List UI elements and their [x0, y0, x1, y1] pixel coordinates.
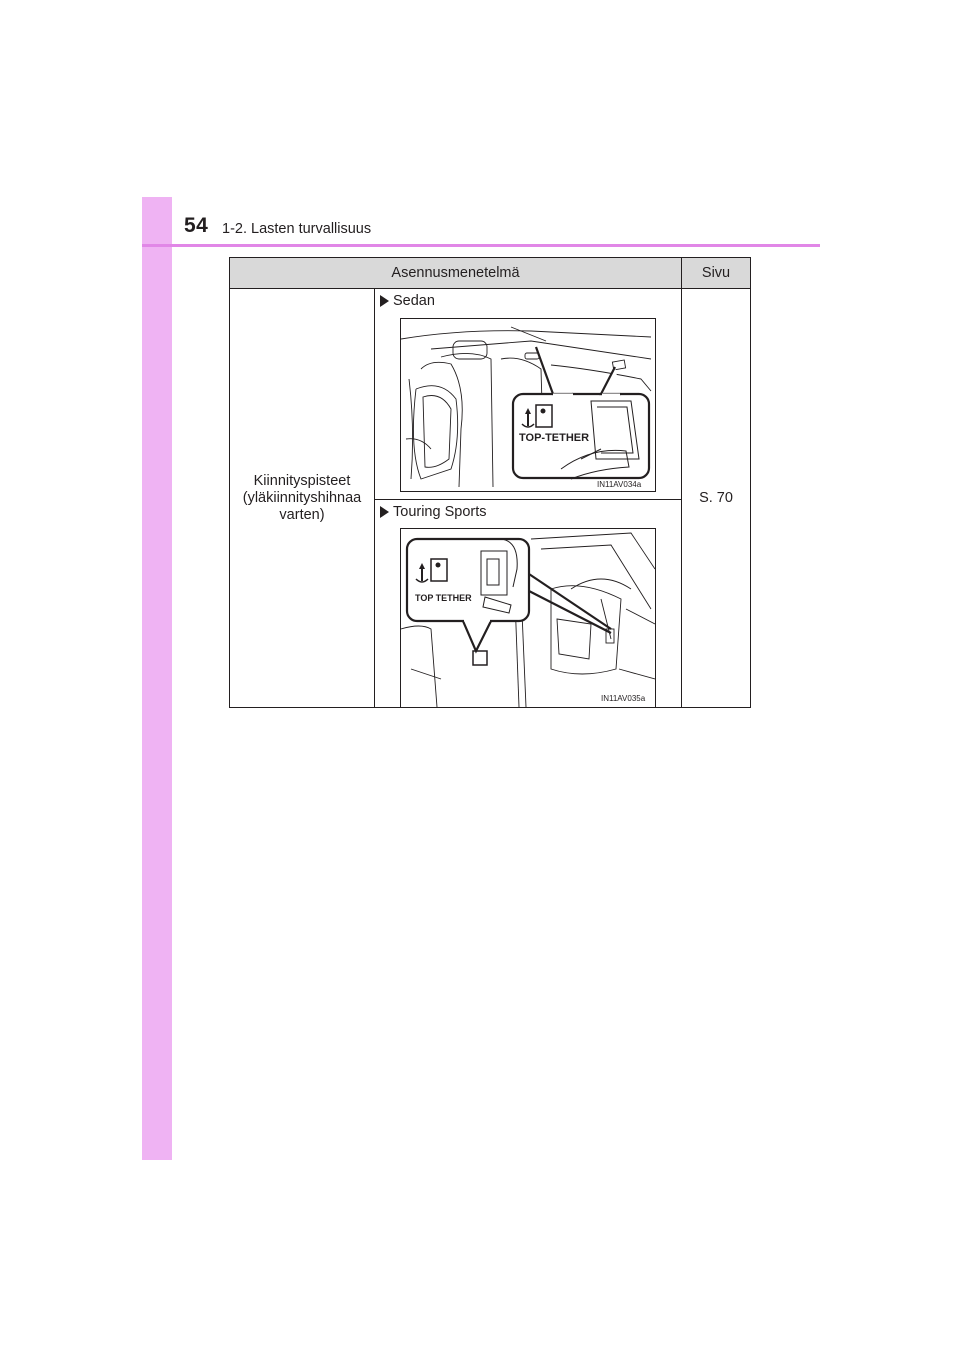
- touring-figure-code: IN11AV035a: [601, 694, 646, 703]
- chapter-sidebar-tab: [142, 197, 172, 1160]
- row-label-line: (yläkiinnityshihnaa: [242, 489, 362, 506]
- variant-sedan: [380, 293, 435, 309]
- variant-label: Touring Sports: [393, 504, 487, 520]
- sedan-figure-code: IN11AV034a: [597, 480, 642, 489]
- column-header-page: Sivu: [682, 258, 751, 289]
- section-title: 1-2. Lasten turvallisuus: [222, 221, 372, 237]
- page-reference: S. 70: [682, 289, 751, 708]
- sedan-top-tether-illustration: [400, 318, 656, 492]
- column-header-method: Asennusmenetelmä: [230, 258, 682, 289]
- triangle-bullet-icon: [380, 295, 389, 307]
- variant-cell-sedan: [375, 289, 682, 500]
- triangle-bullet-icon: [380, 506, 389, 518]
- header-rule: [142, 244, 820, 247]
- page-number: 54: [184, 214, 209, 237]
- touring-badge-text: TOP TETHER: [415, 593, 472, 603]
- touring-top-tether-illustration: [400, 528, 656, 708]
- variant-touring: [380, 504, 487, 520]
- sedan-badge-text: TOP-TETHER: [519, 432, 590, 444]
- installation-table: [229, 257, 751, 708]
- variant-label: Sedan: [393, 293, 435, 309]
- row-label: [230, 289, 375, 708]
- row-label-line: varten): [279, 506, 325, 523]
- variant-cell-touring: [375, 500, 682, 708]
- row-label-line: Kiinnityspisteet: [253, 472, 351, 489]
